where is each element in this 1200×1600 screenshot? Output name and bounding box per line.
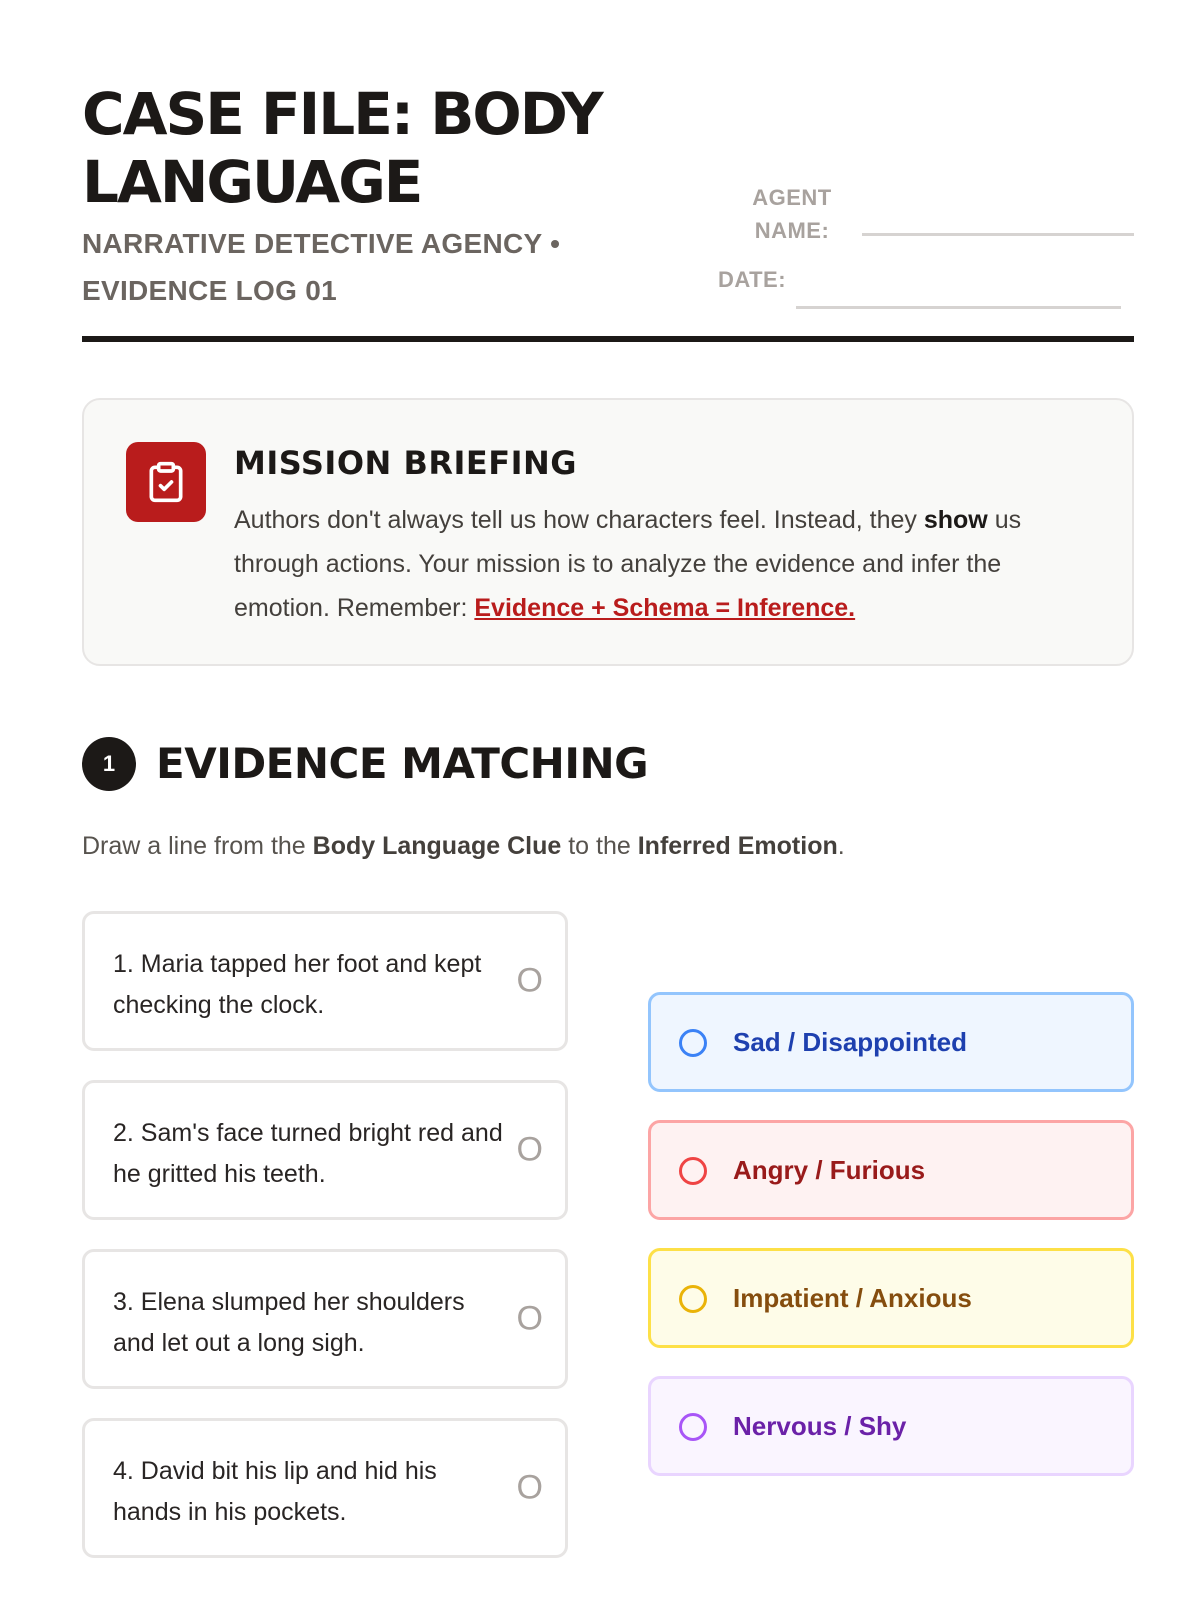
date-field[interactable] bbox=[796, 306, 1121, 309]
emotion-label: Impatient / Anxious bbox=[733, 1282, 972, 1313]
header-divider bbox=[82, 336, 1134, 342]
section-instructions bbox=[82, 832, 845, 861]
instr-part2: to the bbox=[561, 832, 638, 860]
clue-card[interactable] bbox=[82, 911, 568, 1051]
agent-name-field[interactable] bbox=[862, 233, 1134, 236]
section-title: EVIDENCE MATCHING bbox=[156, 739, 649, 788]
emotion-label: Nervous / Shy bbox=[733, 1410, 907, 1441]
agent-name-label-line2: NAME: bbox=[754, 218, 830, 243]
inference-formula: Evidence + Schema = Inference. bbox=[474, 594, 856, 622]
clipboard-check-icon bbox=[126, 442, 206, 522]
clue-card[interactable] bbox=[82, 1249, 568, 1389]
briefing-text-part1: Authors don't always tell us how characters feel. Instead, they bbox=[234, 506, 924, 534]
emotion-card[interactable] bbox=[648, 992, 1134, 1092]
emotion-card[interactable] bbox=[648, 1376, 1134, 1476]
clue-text: 3. Elena slumped her shoulders and let out a long sigh. bbox=[113, 1288, 465, 1357]
emotion-connector-ring[interactable] bbox=[679, 1029, 707, 1057]
emotion-label: Angry / Furious bbox=[733, 1154, 926, 1185]
emotion-connector-ring[interactable] bbox=[679, 1285, 707, 1313]
clue-text: 1. Maria tapped her foot and kept checking the clock. bbox=[113, 950, 482, 1019]
clue-text: 4. David bit his lip and hid his hands in his pockets. bbox=[113, 1457, 437, 1526]
agent-name-label-line1: AGENT bbox=[752, 185, 832, 210]
emotion-label: Sad / Disappointed bbox=[733, 1026, 968, 1057]
page-title: CASE FILE: BODY LANGUAGE bbox=[82, 80, 602, 216]
section-number-badge: 1 bbox=[82, 737, 136, 791]
emotion-connector-ring[interactable] bbox=[679, 1157, 707, 1185]
briefing-title: MISSION BRIEFING bbox=[234, 444, 578, 482]
clue-connector-dot[interactable]: O bbox=[516, 1299, 543, 1338]
clue-text: 2. Sam's face turned bright red and he gritted his teeth. bbox=[113, 1119, 503, 1188]
briefing-text bbox=[234, 498, 1074, 630]
briefing-text-part2: us through actions. Your mission is to analyze the evidence and infer the emotion. Remember: bbox=[234, 506, 1022, 622]
clue-card[interactable] bbox=[82, 1418, 568, 1558]
emotion-card[interactable] bbox=[648, 1120, 1134, 1220]
clue-connector-dot[interactable]: O bbox=[516, 1130, 543, 1169]
instr-part3: . bbox=[837, 832, 845, 860]
briefing-text-bold: show bbox=[923, 506, 988, 534]
worksheet-page bbox=[82, 0, 1134, 1600]
clue-connector-dot[interactable]: O bbox=[516, 1468, 543, 1507]
header bbox=[82, 80, 1134, 345]
page-subtitle: NARRATIVE DETECTIVE AGENCY • EVIDENCE LOG 01 bbox=[82, 228, 561, 306]
instr-bold1: Body Language Clue bbox=[312, 832, 562, 860]
date-label: DATE: bbox=[717, 267, 787, 292]
instr-bold2: Inferred Emotion bbox=[637, 832, 838, 860]
mission-briefing-box bbox=[82, 398, 1134, 666]
clue-connector-dot[interactable]: O bbox=[516, 961, 543, 1000]
emotion-connector-ring[interactable] bbox=[679, 1413, 707, 1441]
emotion-card[interactable] bbox=[648, 1248, 1134, 1348]
clue-card[interactable] bbox=[82, 1080, 568, 1220]
instr-part1: Draw a line from the bbox=[82, 832, 313, 860]
